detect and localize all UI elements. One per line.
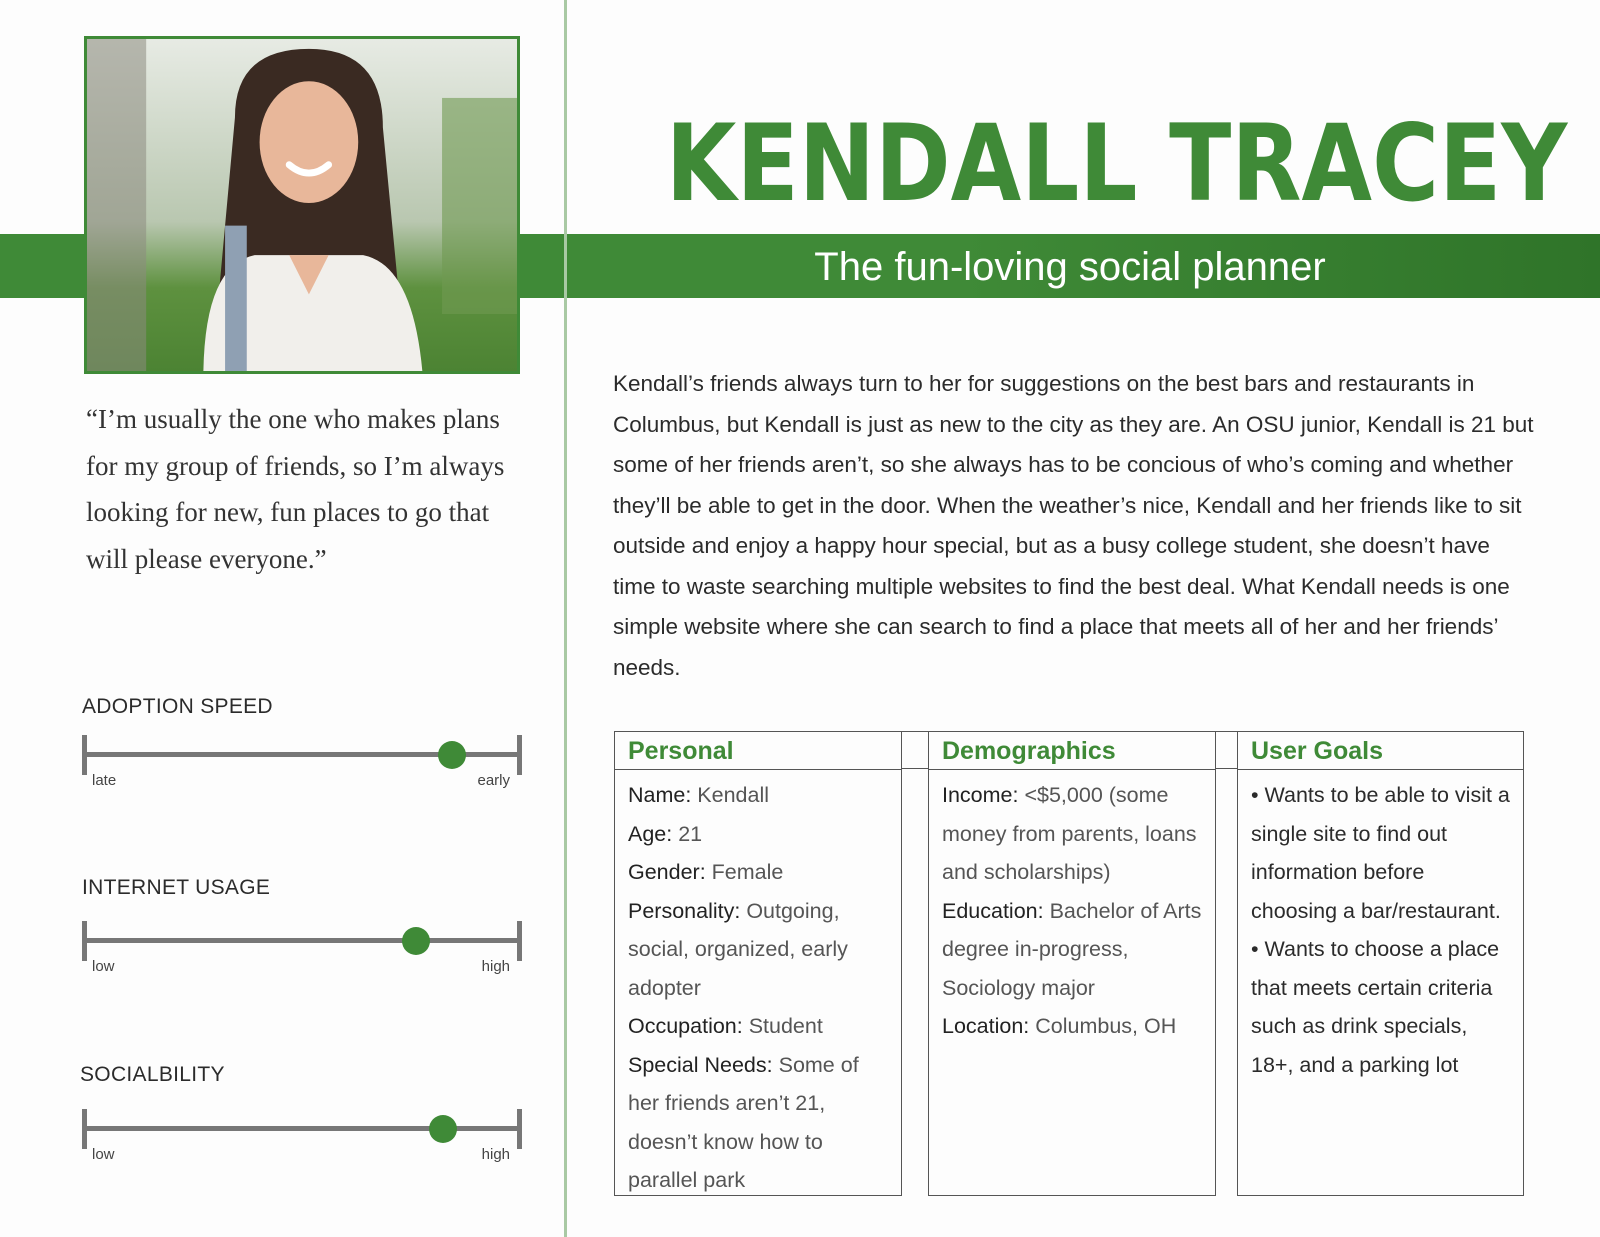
row-value: Female — [705, 860, 784, 884]
personal-table — [614, 731, 902, 1196]
slider-label: SOCIALBILITY — [80, 1063, 225, 1086]
row-key: Education: — [942, 898, 1044, 923]
row-key: Gender: — [628, 860, 706, 884]
slider-label: ADOPTION SPEED — [82, 695, 273, 718]
row-key: Special Needs: — [628, 1052, 773, 1077]
row-key: Personality: — [628, 898, 741, 923]
row-key: Occupation: — [628, 1014, 743, 1038]
user-goals-body — [1238, 770, 1523, 1084]
row-key: Location: — [942, 1014, 1030, 1038]
user-goals-table — [1237, 731, 1524, 1196]
slider-knob[interactable] — [429, 1115, 457, 1143]
track-cap-right — [517, 1109, 522, 1149]
table-gap — [902, 731, 928, 769]
demographics-table — [928, 731, 1216, 1196]
track-cap-left — [82, 735, 87, 775]
persona-quote: “I’m usually the one who makes plans for my group of friends, so I’m always looking for new, fun places to go that will please everyone.” — [86, 404, 505, 574]
track-cap-right — [517, 921, 522, 961]
slider-label: INTERNET USAGE — [82, 876, 271, 899]
demographics-row — [942, 1007, 1207, 1046]
track-cap-left — [82, 921, 87, 961]
row-key: Age: — [628, 821, 673, 846]
slider-low-label: low — [92, 1146, 115, 1163]
persona-bio: Kendall’s friends always turn to her for suggestions on the best bars and restaurants in Columbus, but Kendall is just as new to the city as they are. An OSU junior, Kendall is 21 but some of her friends aren’t, so she always has to be concious of who’s coming and whether they’ll be able to get in the door. When the weather’s nice, Kendall and her friends like to sit outside and enjoy a happy hour special, but as a busy college student, she doesn’t have time to waste searching multiple websites to find the best deal. What Kendall needs is one simple website where she can search to find a place that meets all of her and her friends’ needs. — [613, 371, 1534, 680]
track-cap-right — [517, 735, 522, 775]
row-value: Kendall — [691, 783, 770, 807]
slider-adoption-speed — [82, 695, 526, 789]
row-value: <$5,000 (some money from parents, loans and scholarships) — [942, 783, 1197, 884]
slider-track — [82, 921, 522, 975]
table-gap — [1216, 731, 1237, 769]
slider-track — [82, 735, 522, 789]
persona-tagline: The fun-loving social planner — [814, 245, 1326, 289]
row-value: 21 — [672, 821, 703, 846]
slider-low-label: late — [92, 772, 117, 789]
row-value: Outgoing, social, organized, early adopter — [628, 898, 848, 1000]
personal-row — [628, 853, 893, 892]
slider-knob[interactable] — [438, 741, 466, 769]
persona-photo-illustration — [87, 39, 517, 371]
slider-high-label: early — [477, 772, 510, 789]
track-line — [82, 938, 522, 943]
slider-low-label: low — [92, 958, 115, 975]
slider-socialbility — [80, 1063, 524, 1163]
demographics-row — [942, 892, 1207, 1008]
row-key: Name: — [628, 783, 692, 807]
row-value: Student — [742, 1014, 823, 1038]
goal-item: • Wants to choose a place that meets certain criteria such as drink specials, 18+, and a parking lot — [1251, 937, 1500, 1077]
slider-track — [82, 1109, 522, 1163]
row-value: Columbus, OH — [1029, 1014, 1177, 1038]
demographics-body — [929, 770, 1215, 1046]
persona-name: KENDALL TRACEY — [665, 102, 1568, 225]
row-key: Income: — [942, 783, 1019, 807]
slider-internet-usage — [82, 876, 526, 975]
slider-high-label: high — [481, 1146, 510, 1163]
demographics-heading: Demographics — [929, 732, 1215, 770]
persona-photo — [84, 36, 520, 374]
personal-row — [628, 815, 893, 854]
personal-row — [628, 1046, 893, 1200]
user-goals-heading: User Goals — [1238, 732, 1523, 770]
slider-high-label: high — [481, 958, 510, 975]
personal-row — [628, 1007, 893, 1046]
personal-heading: Personal — [615, 732, 901, 770]
row-value: Bachelor of Arts degree in-progress, Sociology major — [942, 898, 1202, 1000]
personal-row — [628, 776, 893, 815]
goal-item: • Wants to be able to visit a single site to find out information before choosing a bar/restaurant. — [1251, 783, 1510, 923]
slider-knob[interactable] — [402, 927, 430, 955]
column-divider — [564, 0, 567, 1237]
personal-row — [628, 892, 893, 1008]
personal-body — [615, 770, 901, 1200]
track-cap-left — [82, 1109, 87, 1149]
demographics-row — [942, 776, 1207, 892]
row-value: Some of her friends aren’t 21, doesn’t know how to parallel park — [628, 1052, 859, 1192]
